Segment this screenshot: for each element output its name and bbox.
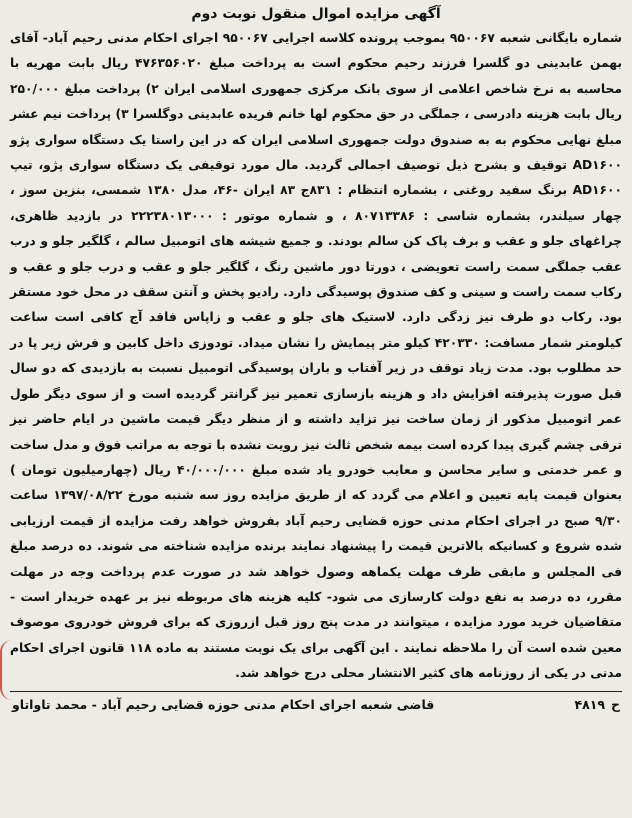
footer-code: ۴۸۱۹ [574,696,605,712]
footer-divider [10,691,622,692]
notice-title: آگهی مزایده اموال منقول نوبت دوم [191,6,441,22]
notice-paragraph: شماره بایگانی شعبه ۹۵۰۰۶۷ بموجب پرونده کلاسه اجرایی ۹۵۰۰۶۷ اجرای احکام مدنی رحیم آباد- آقای بهمن عابدینی دو گلسرا فرزند رحیم محکوم است به پرداخت مبلغ ۴۷۶۳۵۶۰۲۰ ریال بابت مهریه با محاسبه به نرخ شاخص اعلامی از سوی بانک مرکزی جمهوری اسلامی ایران ۲) پرداخت مبلغ ۲۵۰/۰۰۰ ریال بابت هزینه دادرسی ، جملگی در حق محکوم لها خانم فریده عابدینی دوگلسرا ۳) پرداخت نیم عشر مبلغ نهایی محکوم به به صندوق دولت جمهوری اسلامی ایران که در این راستا یک دستگاه سواری پژو AD۱۶۰۰ توقیف و بشرح ذیل توصیف اجمالی گردید. مال مورد توقیفی یک دستگاه سواری پژو، تیپ AD۱۶۰۰ برنگ سفید روغنی ، بشماره انتظام : ۸۳۱ج ۸۳ ایران -۴۶، مدل ۱۳۸۰ شمسی، بنزین سوز ، چهار سیلندر، بشماره شاسی : ۸۰۷۱۳۳۸۶ ، و شماره موتور : ۲۲۲۳۸۰۱۳۰۰۰ در بازدید ظاهری، چراغهای جلو و عقب و برف پاک کن سالم بودند. و جمیع شیشه های اتومبیل سالم ، گلگیر جلو و درب عقب جملگی سمت راست تعویضی ، دورتا دور ماشین رنگ ، گلگیر جلو و عقب و درب جلو و عقب و رکاب سمت راست و سینی و کف صندوق پوسیدگی دارد. رادیو پخش و آنتن سقف در محل خود مستقر بود. رکاب دو طرف نیز زدگی دارد. لاستیک های جلو و عقب و زاپاس فاقد آج کافی است ساعت کیلومتر شمار مسافت: ۴۲۰۳۳۰ کیلو متر پیمایش را نشان میداد. تودوزی داخل کابین و فرش زیر پا در حد مطلوب بود. مدت زیاد توقف در زیر آفتاب و باران پوسیدگی اتومبیل نسبت به بازدیدی که دو سال قبل صورت پذیرفته افزایش داد و هزینه بازسازی تعمیر نیز گرانتر گردیده است و از سوی دیگر طول عمر اتومبیل مذکور از زمان ساخت نیز تزاید داشته و از منظر دیگر قیمت ماشین در ایام حاضر نیز ترقی چشم گیری پیدا کرده است بیمه شخص ثالث نیز رویت نشده با توجه به مراتب فوق و مدل ساخت و عمر خدمتی و سایر محاسن و معایب خودرو یاد شده مبلغ ۴۰/۰۰۰/۰۰۰ ریال (چهارمیلیون تومان ) بعنوان قیمت پایه تعیین و اعلام می گردد که از طریق مزایده روز سه شنبه مورخ ۱۳۹۷/۰۸/۲۲ ساعت ۹/۳۰ صبح در اجرای احکام مدنی حوزه قضایی رحیم آباد بفروش خواهد رفت مزایده از قیمت ارزیابی شده شروع و کسانیکه بالاترین قیمت را پیشنهاد نمایند برنده مزایده شناخته می شوند. ده درصد مبلغ فی المجلس و مابقی ظرف مهلت یکماهه وصول خواهد شد در صورت عدم پرداخت وجه در مهلت مقرر، ده درصد به نفع دولت کارسازی می شود- کلیه هزینه های مربوطه نیز بر عهده خریدار است - متقاضیان خرید مورد مزایده ، میتوانند در مدت پنج روز قبل ازروزی که برای فروش خودروی موصوف معین شده است آن را ملاحظه نمایند . این آگهی برای یک نوبت مستند به ماده ۱۱۸ قانون اجرای احکام مدنی در یکی از روزنامه های کثیر الانتشار محلی درج خواهد شد. [10,31,623,681]
footer-code-group [574,694,620,716]
footer-code-prefix: ح [610,696,620,712]
notice-body [10,26,622,687]
ink-margin-mark [0,640,16,700]
footer-signatory: قاضی شعبه اجرای احکام مدنی حوزه قضایی رحیم آباد - محمد تاواتاو [12,696,435,712]
notice-footer [10,694,622,716]
